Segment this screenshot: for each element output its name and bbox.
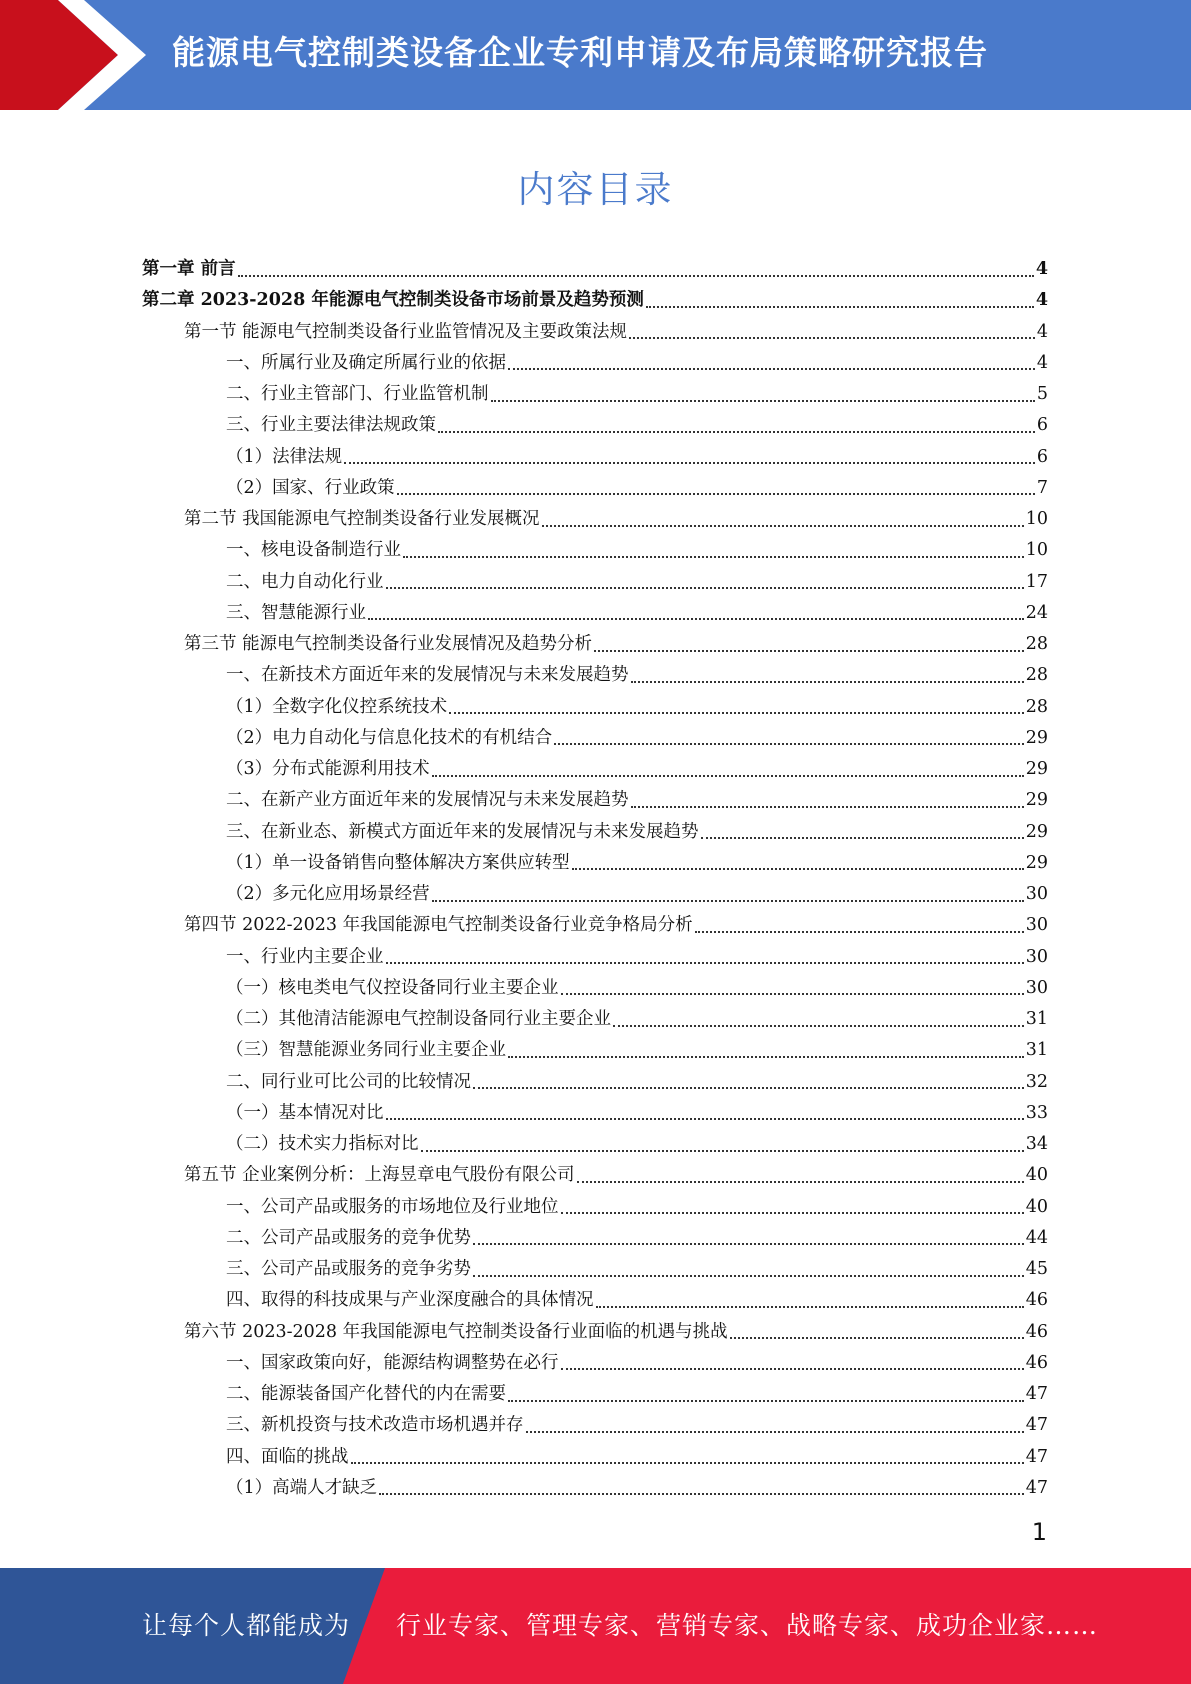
toc-entry-page: 31 [1025, 1040, 1048, 1061]
toc-entry[interactable] [142, 879, 1048, 910]
toc-entry[interactable] [142, 1379, 1048, 1410]
toc-dot-leader [613, 1025, 1024, 1027]
toc-entry-page: 4 [1035, 290, 1048, 311]
toc-entry-title: 一、核电设备制造行业 [226, 540, 401, 561]
toc-dot-leader [432, 900, 1024, 902]
toc-entry-page: 47 [1025, 1384, 1048, 1404]
toc-entry[interactable] [142, 723, 1048, 754]
toc-entry[interactable] [142, 1410, 1048, 1441]
toc-entry-page: 6 [1036, 446, 1048, 467]
toc-entry-page: 44 [1025, 1227, 1048, 1248]
header-red-chevron [0, 0, 160, 110]
toc-dot-leader [561, 1212, 1024, 1214]
toc-dot-leader [594, 650, 1024, 652]
toc-entry-title: 四、取得的科技成果与产业深度融合的具体情况 [226, 1290, 594, 1311]
toc-entry[interactable] [142, 848, 1048, 879]
toc-dot-leader [526, 1431, 1024, 1433]
toc-entry[interactable] [142, 473, 1048, 504]
toc-entry[interactable] [142, 379, 1048, 410]
toc-entry-title: 三、在新业态、新模式方面近年来的发展情况与未来发展趋势 [226, 821, 699, 842]
toc-entry-title: 第六节 2023-2028 年我国能源电气控制类设备行业面临的机遇与挑战 [184, 1321, 728, 1342]
page-number: 1 [1031, 1518, 1047, 1546]
toc-entry[interactable] [142, 942, 1048, 973]
toc-dot-leader [432, 775, 1024, 777]
toc-entry[interactable] [142, 1160, 1048, 1191]
toc-dot-leader [344, 462, 1035, 464]
toc-entry-title: （2）国家、行业政策 [226, 477, 395, 498]
toc-dot-leader [572, 868, 1024, 870]
toc-dot-leader [238, 275, 1034, 277]
toc-entry-title: 一、所属行业及确定所属行业的依据 [226, 352, 506, 373]
toc-dot-leader [631, 681, 1024, 683]
footer-slogan-left: 让每个人都能成为 [142, 1611, 351, 1640]
toc-entry-page: 32 [1025, 1071, 1048, 1092]
toc-entry-page: 30 [1025, 884, 1048, 904]
toc-entry-page: 33 [1025, 1102, 1048, 1123]
toc-dot-leader [561, 993, 1024, 995]
toc-entry-title: （一）基本情况对比 [226, 1102, 384, 1123]
toc-entry-title: 二、能源装备国产化替代的内在需要 [226, 1384, 506, 1404]
toc-entry-page: 28 [1025, 696, 1048, 717]
toc-entry[interactable] [142, 1004, 1048, 1035]
toc-entry[interactable] [142, 973, 1048, 1004]
report-title: 能源电气控制类设备企业专利申请及布局策略研究报告 [172, 33, 988, 72]
toc-entry-page: 29 [1025, 727, 1048, 748]
toc-entry-page: 29 [1025, 821, 1048, 842]
toc-entry-page: 29 [1025, 790, 1048, 811]
toc-entry[interactable] [142, 1192, 1048, 1223]
toc-dot-leader [403, 556, 1024, 558]
toc-entry-title: 第三节 能源电气控制类设备行业发展情况及趋势分析 [184, 634, 593, 654]
toc-entry[interactable] [142, 1254, 1048, 1285]
toc-entry-page: 29 [1025, 852, 1048, 873]
footer-slogan-right: 行业专家、管理专家、营销专家、战略专家、成功企业家…… [396, 1611, 1099, 1640]
toc-entry-page: 40 [1025, 1165, 1048, 1186]
toc-entry-page: 31 [1025, 1009, 1048, 1029]
toc-entry-title: 一、公司产品或服务的市场地位及行业地位 [226, 1196, 559, 1217]
toc-dot-leader [508, 1400, 1024, 1402]
toc-dot-leader [421, 1150, 1024, 1152]
toc-entry-page: 45 [1025, 1259, 1048, 1279]
toc-entry[interactable] [142, 1098, 1048, 1129]
toc-entry[interactable] [142, 660, 1048, 691]
table-of-contents [142, 254, 1048, 1504]
toc-entry-title: 二、同行业可比公司的比较情况 [226, 1071, 471, 1092]
toc-entry[interactable] [142, 598, 1048, 629]
toc-entry[interactable] [142, 629, 1048, 660]
toc-entry-title: （二）技术实力指标对比 [226, 1134, 419, 1154]
toc-entry[interactable] [142, 1223, 1048, 1254]
toc-entry-title: （一）核电类电气仪控设备同行业主要企业 [226, 977, 559, 998]
toc-entry[interactable] [142, 1317, 1048, 1348]
toc-entry-page: 4 [1036, 352, 1048, 373]
toc-entry-page: 24 [1025, 602, 1048, 623]
toc-dot-leader [646, 306, 1034, 308]
toc-entry[interactable] [142, 817, 1048, 848]
toc-entry-title: 第二章 2023-2028 年能源电气控制类设备市场前景及趋势预测 [142, 290, 644, 311]
toc-entry-page: 4 [1035, 259, 1048, 279]
toc-entry-title: 一、行业内主要企业 [226, 946, 384, 967]
toc-entry-page: 34 [1025, 1134, 1048, 1154]
toc-dot-leader [491, 400, 1035, 402]
toc-entry-title: 第四节 2022-2023 年我国能源电气控制类设备行业竞争格局分析 [184, 915, 693, 936]
toc-entry-title: 二、在新产业方面近年来的发展情况与未来发展趋势 [226, 790, 629, 811]
toc-entry-title: （1）高端人才缺乏 [226, 1477, 378, 1498]
toc-entry-title: （二）其他清洁能源电气控制设备同行业主要企业 [226, 1009, 611, 1029]
toc-entry-title: （1）法律法规 [226, 446, 343, 467]
toc-dot-leader [449, 712, 1024, 714]
toc-entry[interactable] [142, 285, 1048, 316]
toc-heading: 内容目录 [517, 168, 674, 211]
toc-dot-leader [508, 1056, 1024, 1058]
toc-entry[interactable] [142, 567, 1048, 598]
toc-entry[interactable] [142, 1473, 1048, 1504]
toc-dot-leader [473, 1275, 1024, 1277]
toc-entry-title: （1）全数字化仪控系统技术 [226, 696, 448, 717]
toc-dot-leader [577, 1181, 1024, 1183]
toc-entry[interactable] [142, 348, 1048, 379]
toc-dot-leader [386, 587, 1024, 589]
toc-entry[interactable] [142, 1285, 1048, 1316]
toc-dot-leader [386, 1118, 1024, 1120]
toc-dot-leader [701, 837, 1024, 839]
toc-entry[interactable] [142, 442, 1048, 473]
toc-entry[interactable] [142, 1129, 1048, 1160]
toc-entry-title: 三、智慧能源行业 [226, 602, 366, 623]
toc-entry-page: 28 [1025, 634, 1048, 654]
toc-entry-title: （1）单一设备销售向整体解决方案供应转型 [226, 852, 570, 873]
toc-entry-page: 30 [1025, 915, 1048, 936]
toc-entry[interactable] [142, 785, 1048, 816]
toc-entry-title: （2）电力自动化与信息化技术的有机结合 [226, 727, 553, 748]
toc-entry-title: 二、行业主管部门、行业监管机制 [226, 384, 489, 404]
toc-entry-page: 6 [1036, 415, 1048, 436]
toc-dot-leader [554, 743, 1024, 745]
toc-entry-title: 一、在新技术方面近年来的发展情况与未来发展趋势 [226, 665, 629, 686]
toc-entry[interactable] [142, 1035, 1048, 1066]
toc-entry-title: 第一章 前言 [142, 259, 236, 279]
toc-entry-page: 40 [1025, 1196, 1048, 1217]
toc-entry-title: 第二节 我国能源电气控制类设备行业发展概况 [184, 509, 540, 529]
toc-entry-title: 一、国家政策向好，能源结构调整势在必行 [226, 1352, 559, 1373]
toc-entry-title: 三、新机投资与技术改造市场机遇并存 [226, 1415, 524, 1436]
toc-entry-page: 17 [1025, 571, 1048, 592]
toc-entry-page: 46 [1025, 1290, 1048, 1311]
toc-entry-page: 47 [1025, 1415, 1048, 1436]
toc-entry-page: 46 [1025, 1352, 1048, 1373]
toc-entry[interactable] [142, 692, 1048, 723]
toc-entry-page: 47 [1025, 1446, 1048, 1467]
toc-dot-leader [473, 1243, 1024, 1245]
toc-entry-title: 二、公司产品或服务的竞争优势 [226, 1227, 471, 1248]
toc-entry[interactable] [142, 1067, 1048, 1098]
toc-entry-page: 46 [1025, 1321, 1048, 1342]
toc-entry-title: 三、公司产品或服务的竞争劣势 [226, 1259, 471, 1279]
toc-dot-leader [397, 493, 1035, 495]
toc-dot-leader [438, 431, 1035, 433]
toc-entry[interactable] [142, 535, 1048, 566]
toc-entry-page: 10 [1025, 509, 1048, 529]
toc-entry-page: 30 [1025, 946, 1048, 967]
toc-dot-leader [368, 618, 1024, 620]
toc-entry-title: （三）智慧能源业务同行业主要企业 [226, 1040, 506, 1061]
toc-dot-leader [596, 1306, 1024, 1308]
toc-entry-title: （2）多元化应用场景经营 [226, 884, 430, 904]
toc-dot-leader [695, 931, 1024, 933]
toc-entry-title: 第一节 能源电气控制类设备行业监管情况及主要政策法规 [184, 321, 628, 342]
toc-entry[interactable] [142, 1348, 1048, 1379]
toc-dot-leader [730, 1337, 1024, 1339]
toc-entry-page: 5 [1036, 384, 1048, 404]
toc-entry-title: 二、电力自动化行业 [226, 571, 384, 592]
toc-entry-title: 四、面临的挑战 [226, 1446, 349, 1467]
toc-entry-page: 4 [1036, 321, 1048, 342]
toc-entry[interactable] [142, 754, 1048, 785]
footer-banner [0, 1568, 1191, 1684]
toc-dot-leader [629, 337, 1035, 339]
toc-entry-page: 7 [1036, 477, 1048, 498]
toc-dot-leader [508, 368, 1035, 370]
toc-entry-title: 三、行业主要法律法规政策 [226, 415, 436, 436]
toc-dot-leader [631, 806, 1024, 808]
toc-dot-leader [379, 1493, 1024, 1495]
toc-dot-leader [542, 525, 1024, 527]
toc-entry-page: 30 [1025, 977, 1048, 998]
toc-entry[interactable] [142, 910, 1048, 941]
toc-dot-leader [351, 1462, 1024, 1464]
toc-entry[interactable] [142, 504, 1048, 535]
toc-entry[interactable] [142, 1442, 1048, 1473]
toc-entry[interactable] [142, 410, 1048, 441]
toc-dot-leader [473, 1087, 1024, 1089]
toc-entry-page: 10 [1025, 540, 1048, 561]
toc-entry[interactable] [142, 317, 1048, 348]
toc-dot-leader [561, 1368, 1024, 1370]
toc-entry-page: 47 [1025, 1477, 1048, 1498]
toc-entry-title: 第五节 企业案例分析：上海昱章电气股份有限公司 [184, 1165, 575, 1186]
toc-entry-page: 28 [1025, 665, 1048, 686]
toc-entry[interactable] [142, 254, 1048, 285]
header-banner [0, 0, 1191, 110]
toc-entry-page: 29 [1025, 759, 1048, 779]
toc-entry-title: （3）分布式能源利用技术 [226, 759, 430, 779]
toc-dot-leader [386, 962, 1024, 964]
